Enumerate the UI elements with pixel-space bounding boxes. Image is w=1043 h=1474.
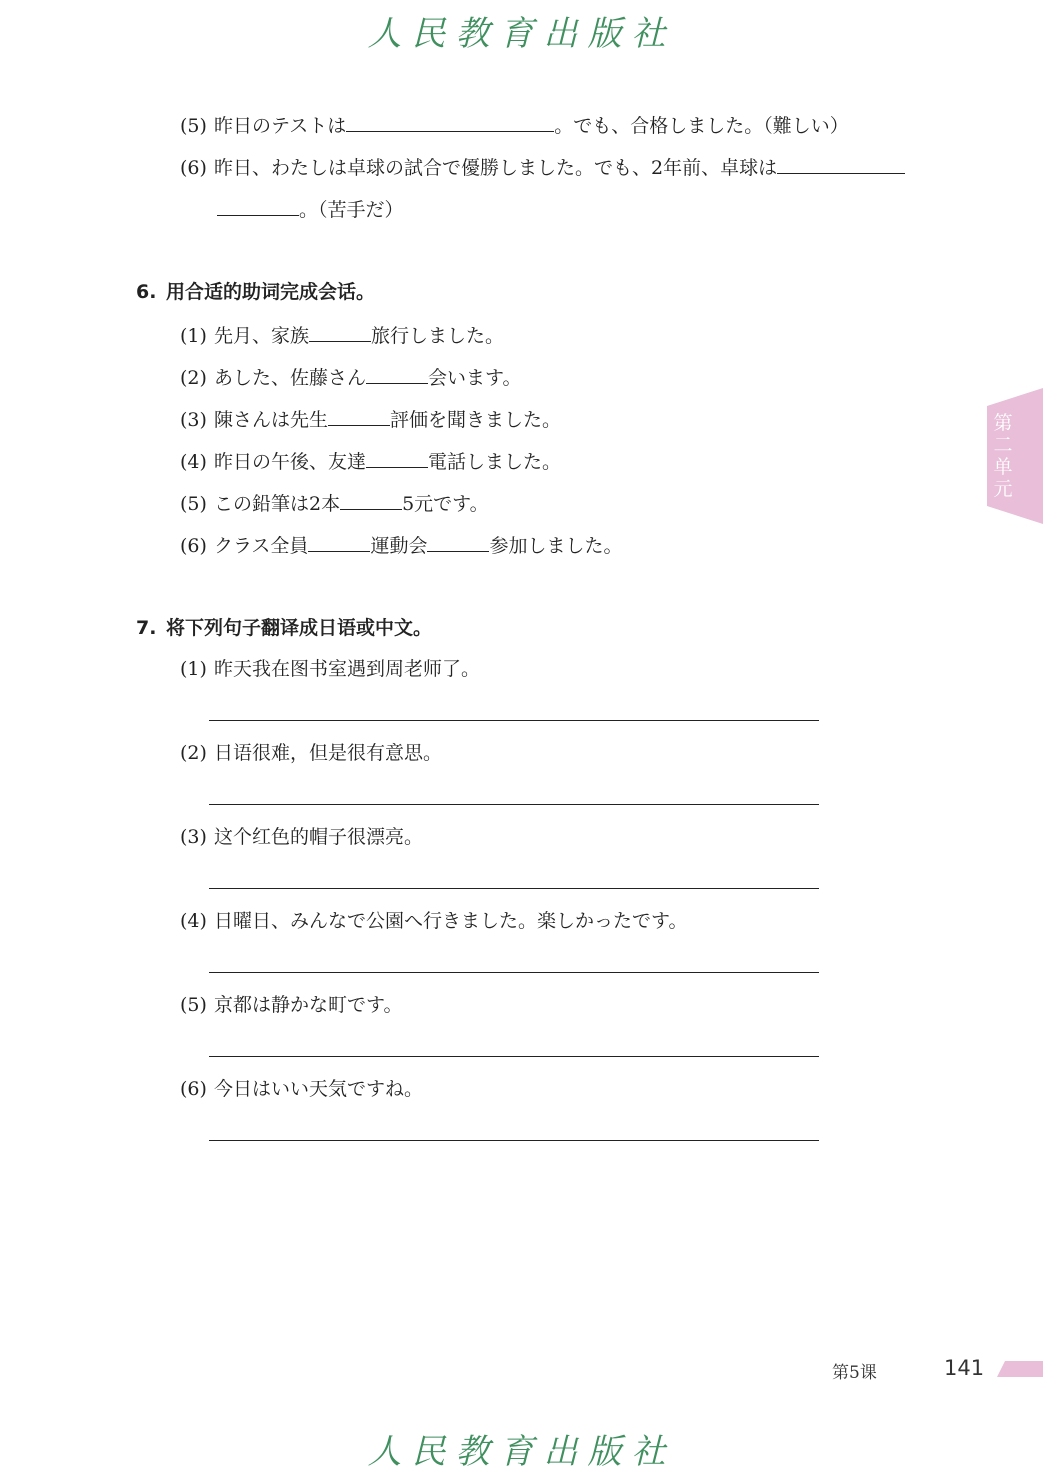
item-number: (5)	[180, 493, 207, 515]
exercise-6-item-3	[180, 405, 561, 432]
fill-blank[interactable]	[328, 405, 390, 426]
exercise-7-item-5	[180, 993, 402, 1017]
section-number: 6.	[136, 281, 157, 303]
item-number: (2)	[180, 742, 207, 764]
fill-blank[interactable]	[427, 531, 489, 552]
fill-blank[interactable]	[217, 195, 299, 216]
item-text-after: 。でも、合格しました。（難しい）	[554, 115, 849, 137]
fill-blank[interactable]	[340, 489, 402, 510]
page-number: 141	[944, 1356, 985, 1380]
item-text-b: 会います。	[428, 367, 522, 389]
item-text: 日语很难，但是很有意思。	[214, 742, 443, 764]
item-number: (2)	[180, 367, 207, 389]
item-text-b: 運動会	[370, 535, 428, 557]
answer-line[interactable]	[209, 804, 819, 805]
exercise-6-item-1	[180, 321, 504, 348]
fill-blank[interactable]	[309, 321, 371, 342]
item-text-before: 昨日のテストは	[214, 115, 347, 137]
lesson-label: 第5课	[832, 1363, 877, 1383]
item-text-a: 陳さんは先生	[214, 409, 329, 431]
publisher-watermark-bottom: 人民教育出版社	[367, 1432, 676, 1472]
item-text-b: 電話しました。	[428, 451, 562, 473]
item-text-a: 先月、家族	[214, 325, 310, 347]
exercise-7-item-3	[180, 825, 423, 849]
exercise-7-item-1	[180, 657, 480, 681]
exercise-5-item-6	[180, 153, 905, 180]
item-text-a: あした、佐藤さん	[214, 367, 367, 389]
item-number: (6)	[180, 535, 207, 557]
footer-accent-bar	[997, 1361, 1043, 1377]
exercise-5-item-5	[180, 111, 849, 138]
item-number: (5)	[180, 994, 207, 1016]
item-text: 日曜日、みんなで公園へ行きました。楽しかったです。	[214, 910, 688, 932]
section-title: 将下列句子翻译成日语或中文。	[166, 617, 433, 639]
fill-blank[interactable]	[308, 531, 370, 552]
item-number: (1)	[180, 658, 207, 680]
answer-line[interactable]	[209, 888, 819, 889]
item-number: (3)	[180, 826, 207, 848]
item-text-before: 昨日、わたしは卓球の試合で優勝しました。でも、2年前、卓球は	[214, 157, 778, 179]
answer-line[interactable]	[209, 1056, 819, 1057]
exercise-6-item-6	[180, 531, 622, 558]
item-text-a: 昨日の午後、友達	[214, 451, 367, 473]
item-number: (6)	[180, 157, 207, 179]
item-text-a: クラス全員	[214, 535, 309, 557]
section-title: 用合适的助词完成会话。	[166, 281, 376, 303]
item-number: (3)	[180, 409, 207, 431]
item-text-b: 旅行しました。	[371, 325, 505, 347]
item-text-a: この鉛筆は2本	[214, 493, 341, 515]
item-number: (6)	[180, 1078, 207, 1100]
fill-blank[interactable]	[346, 111, 554, 132]
item-text-after: 。（苦手だ）	[299, 199, 404, 221]
exercise-6-item-5	[180, 489, 489, 516]
exercise-7-item-4	[180, 909, 687, 933]
answer-line[interactable]	[209, 972, 819, 973]
item-number: (4)	[180, 451, 207, 473]
item-text-c: 参加しました。	[489, 535, 623, 557]
item-number: (4)	[180, 910, 207, 932]
item-text: 昨天我在图书室遇到周老师了。	[214, 658, 481, 680]
item-number: (5)	[180, 115, 207, 137]
fill-blank[interactable]	[366, 363, 428, 384]
answer-line[interactable]	[209, 1140, 819, 1141]
item-text: 这个红色的帽子很漂亮。	[214, 826, 424, 848]
item-text: 京都は静かな町です。	[214, 994, 403, 1016]
fill-blank[interactable]	[366, 447, 428, 468]
exercise-5-item-6-continued	[217, 195, 404, 222]
item-text-b: 評価を聞きました。	[390, 409, 562, 431]
unit-side-tab-label: 第二单元	[993, 412, 1013, 500]
publisher-watermark-top: 人民教育出版社	[367, 14, 676, 54]
item-number: (1)	[180, 325, 207, 347]
exercise-7-item-6	[180, 1077, 423, 1101]
exercise-6-item-2	[180, 363, 522, 390]
section-7-heading	[136, 616, 432, 640]
exercise-7-item-2	[180, 741, 442, 765]
answer-line[interactable]	[209, 720, 819, 721]
item-text-b: 5元です。	[402, 493, 489, 515]
section-6-heading	[136, 280, 375, 304]
exercise-6-item-4	[180, 447, 561, 474]
fill-blank[interactable]	[777, 153, 905, 174]
item-text: 今日はいい天気ですね。	[214, 1078, 424, 1100]
section-number: 7.	[136, 617, 157, 639]
